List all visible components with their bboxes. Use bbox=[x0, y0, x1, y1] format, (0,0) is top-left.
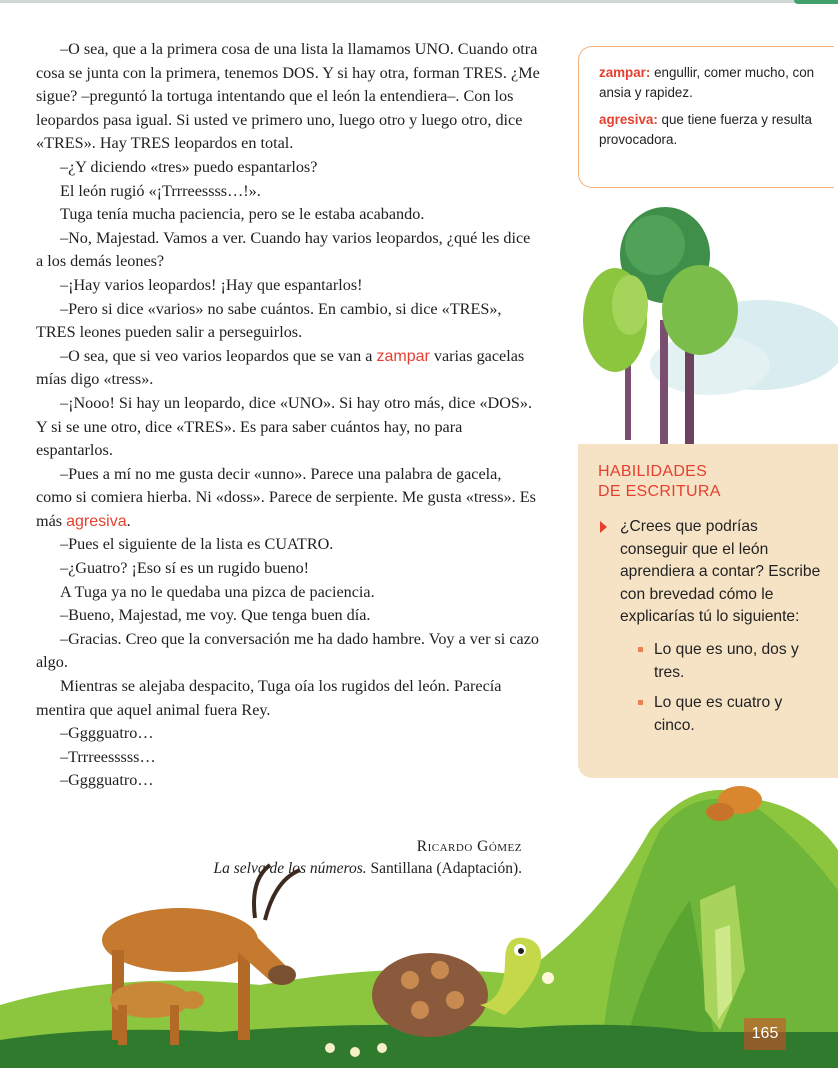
writing-skills-panel bbox=[578, 444, 838, 778]
story-paragraph: –Trrreesssss… bbox=[60, 747, 156, 766]
story-paragraph-zampar bbox=[36, 345, 541, 392]
publisher: Santillana (Adaptación). bbox=[366, 860, 522, 877]
story-text bbox=[36, 38, 541, 793]
top-cap-decoration bbox=[794, 0, 838, 4]
story-paragraph: El león rugió «¡Trrreessss…!». bbox=[60, 181, 261, 200]
skills-item-text: Lo que es uno, dos y tres. bbox=[654, 640, 799, 681]
skills-heading-line: HABILIDADES bbox=[598, 463, 708, 480]
story-paragraph: –O sea, que a la primera cosa de una lista la llamamos UNO. Cuando otra cosa se junta con la primera, tenemos DOS. Y si hay otra, forman TRES. ¿Me sigue? –preguntó la tortuga intentando que el león la entendiera–. Con los leopardos pasa igual. Si usted ve primero uno, luego otro y luego otro, dice «TRES». Hay TRES leopardos en total. bbox=[36, 40, 540, 153]
story-paragraph: –¿Guatro? ¡Eso sí es un rugido bueno! bbox=[60, 559, 310, 578]
page-number: 165 bbox=[744, 1018, 786, 1050]
author-name: Ricardo Gómez bbox=[416, 838, 522, 855]
glossary-definition: engullir, comer mucho, con ansia y rapidez. bbox=[599, 65, 815, 100]
story-paragraph: –No, Majestad. Vamos a ver. Cuando hay varios leopardos, ¿qué les dice a los demás leones? bbox=[36, 228, 531, 271]
glossary-word-agresiva: agresiva bbox=[66, 512, 127, 530]
story-paragraph: –¡Nooo! Si hay un leopardo, dice «UNO». Si hay otro más, dice «DOS». Y si se une otro, dice «TRES». Es para saber cuántos hay, no para espantarlos. bbox=[36, 393, 533, 460]
skills-heading-line: DE ESCRITURA bbox=[598, 483, 721, 500]
skills-question bbox=[598, 516, 824, 629]
glossary-entry-zampar bbox=[599, 63, 816, 102]
story-paragraph: –¿Y diciendo «tres» puedo espantarlos? bbox=[60, 157, 318, 176]
triangle-bullet-icon bbox=[600, 521, 607, 533]
glossary-box bbox=[578, 46, 834, 188]
skills-list-item bbox=[638, 692, 824, 737]
text-segment: –O sea, que si veo varios leopardos que se van a bbox=[60, 346, 377, 365]
text-segment: . bbox=[126, 511, 131, 530]
story-paragraph: –¡Hay varios leopardos! ¡Hay que espantarlos! bbox=[60, 275, 363, 294]
skills-heading bbox=[598, 462, 824, 502]
skills-list-item bbox=[638, 639, 824, 684]
glossary-term: agresiva: bbox=[599, 112, 658, 127]
story-paragraph: Mientras se alejaba despacito, Tuga oía los rugidos del león. Parecía mentira que aquel animal fuera Rey. bbox=[36, 677, 502, 719]
glossary-term: zampar: bbox=[599, 65, 651, 80]
story-paragraph: –Gggguatro… bbox=[60, 724, 154, 743]
story-paragraph-agresiva bbox=[36, 463, 541, 534]
story-paragraph: Tuga tenía mucha paciencia, pero se le estaba acabando. bbox=[60, 205, 425, 224]
story-paragraph: A Tuga ya no le quedaba una pizca de paciencia. bbox=[60, 582, 375, 601]
glossary-definition: que tiene fuerza y resulta provocadora. bbox=[599, 112, 812, 147]
glossary-entry-agresiva bbox=[599, 110, 816, 149]
book-title: La selva de los números. bbox=[213, 860, 367, 877]
square-bullet-icon bbox=[638, 700, 643, 705]
story-paragraph: –Gracias. Creo que la conversación me ha dado hambre. Voy a ver si cazo algo. bbox=[36, 629, 539, 672]
story-paragraph: –Gggguatro… bbox=[60, 771, 154, 790]
story-paragraph: –Pero si dice «varios» no sabe cuántos. En cambio, si dice «TRES», TRES leones pueden salir a perseguirlos. bbox=[36, 299, 502, 342]
skills-item-text: Lo que es cuatro y cinco. bbox=[654, 694, 783, 734]
top-rule bbox=[0, 0, 800, 3]
text-segment: –Pues a mí no me gusta decir «unno». Parece una palabra de gacela, como si comiera hierba. Ni «doss». Parece de serpiente. Me gusta «tress». Es más bbox=[36, 464, 536, 530]
square-bullet-icon bbox=[638, 647, 643, 652]
story-paragraph: –Pues el siguiente de la lista es CUATRO. bbox=[60, 535, 334, 554]
glossary-word-zampar: zampar bbox=[376, 347, 430, 365]
text-segment: varias gacelas mías digo «tress». bbox=[36, 346, 525, 389]
trees-illustration bbox=[570, 200, 838, 450]
skills-list bbox=[598, 639, 824, 737]
story-paragraph: –Bueno, Majestad, me voy. Que tenga buen día. bbox=[60, 606, 371, 625]
savanna-illustration bbox=[0, 770, 838, 1068]
skills-question-text: ¿Crees que podrías conseguir que el león aprendiera a contar? Escribe con brevedad cómo le explicarías tú lo siguiente: bbox=[620, 518, 821, 626]
